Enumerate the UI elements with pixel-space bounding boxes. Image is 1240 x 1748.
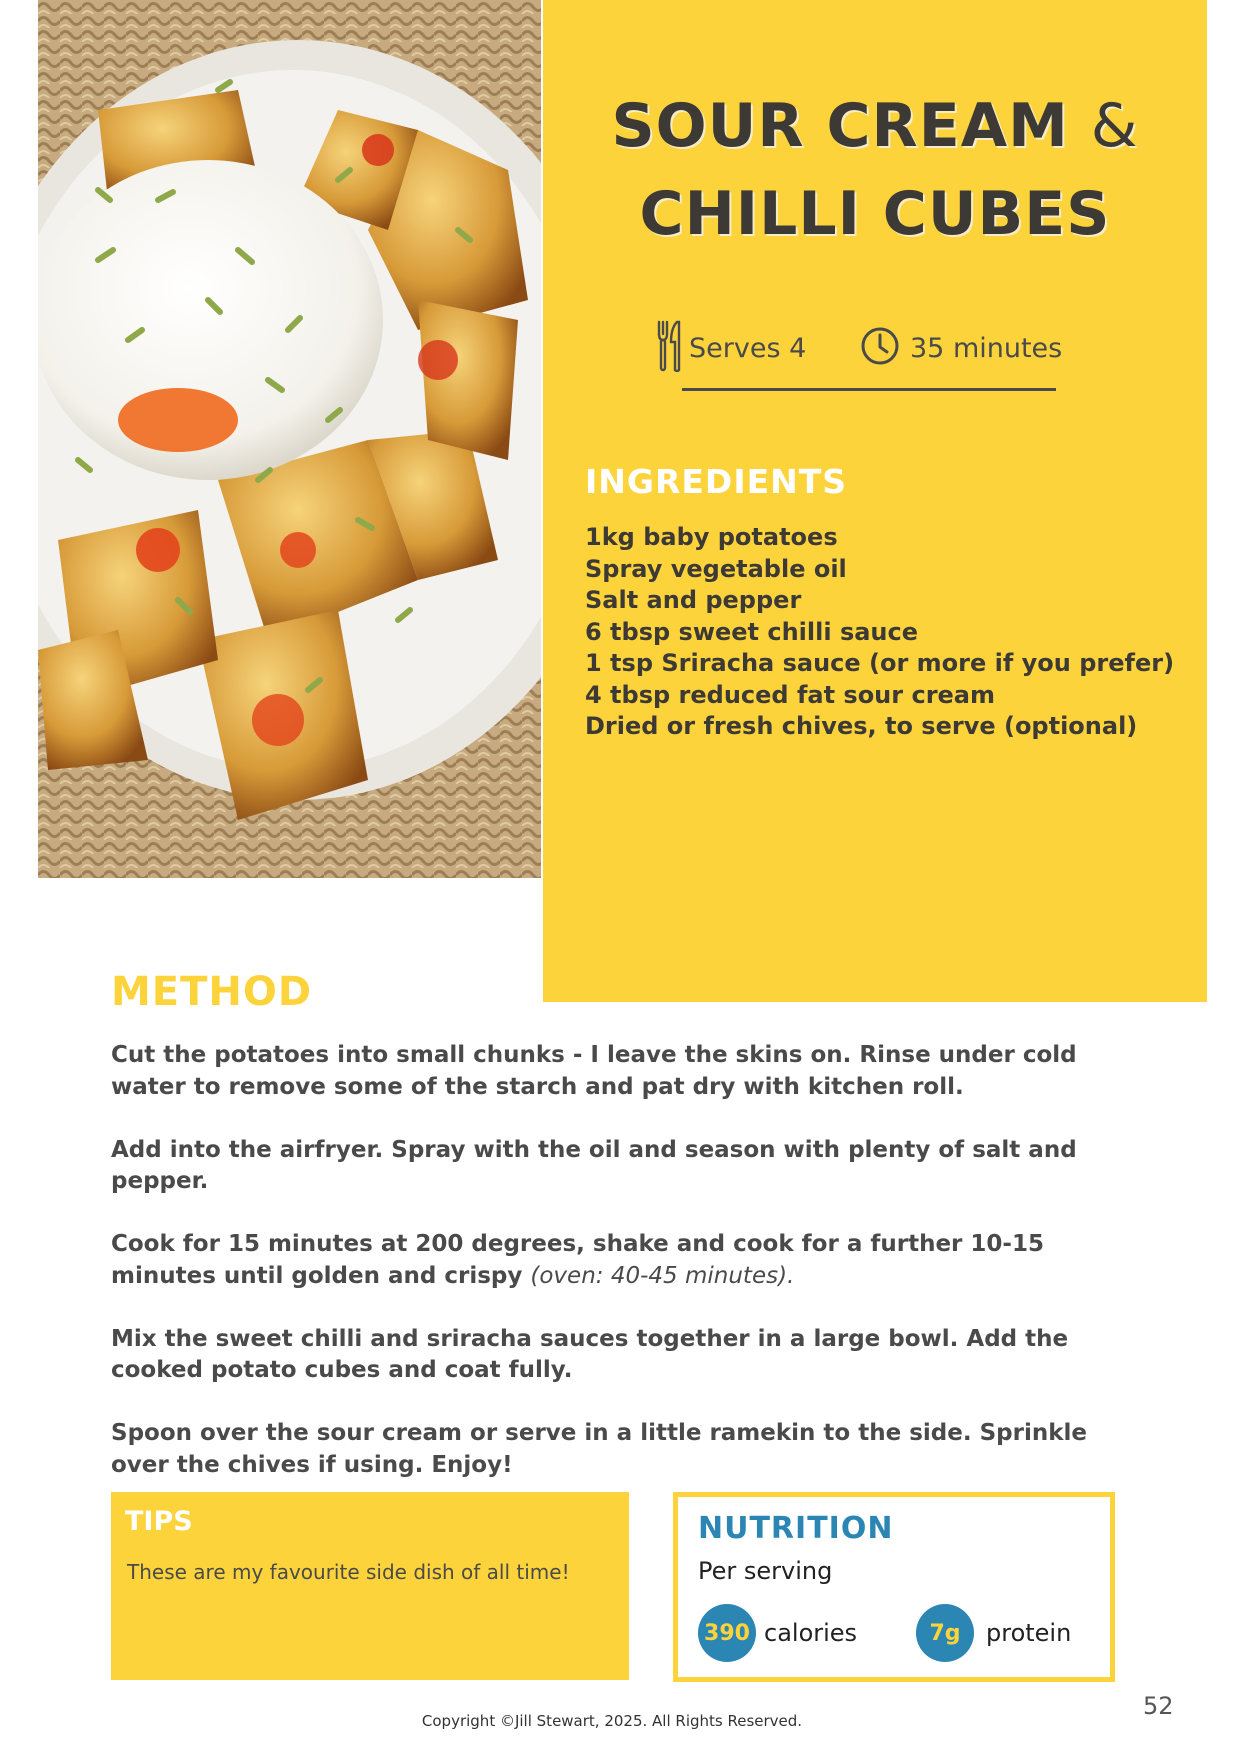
- nutrition-subheading: Per serving: [698, 1557, 833, 1585]
- method-step-text: Cook for 15 minutes at 200 degrees, shake and cook for a further 10-15 minutes until golden and crispy: [111, 1231, 1044, 1289]
- method-step: Cut the potatoes into small chunks - I leave the skins on. Rinse under cold water to remove some of the starch and pat dry with kitchen roll.: [111, 1042, 1077, 1100]
- method-heading: METHOD: [111, 969, 313, 1015]
- title-line-1: SOUR CREAM: [611, 91, 1069, 161]
- oven-note: (oven: 40-45 minutes).: [530, 1262, 795, 1289]
- calories-badge: 390: [698, 1604, 756, 1662]
- protein-badge: 7g: [916, 1604, 974, 1662]
- calories-stat: [698, 1603, 857, 1663]
- ingredient-item: 4 tbsp reduced fat sour cream: [585, 680, 996, 709]
- ingredient-item: Salt and pepper: [585, 586, 802, 614]
- time-info: [860, 318, 1062, 378]
- clock-icon: [860, 326, 900, 370]
- page-number: 52: [1143, 1692, 1174, 1720]
- method-step: [111, 1229, 1091, 1292]
- recipe-meta: [655, 318, 1075, 378]
- serves-label: Serves 4: [689, 332, 807, 364]
- nutrition-heading: NUTRITION: [698, 1511, 894, 1546]
- ingredients-heading: INGREDIENTS: [585, 462, 848, 501]
- cutlery-icon: [655, 320, 683, 376]
- ingredient-item: 1kg baby potatoes: [585, 523, 838, 551]
- protein-stat: [916, 1603, 1071, 1663]
- ingredient-item: 6 tbsp sweet chilli sauce: [585, 617, 919, 646]
- copyright-notice: Copyright ©Jill Stewart, 2025. All Rights Reserved.: [421, 1712, 803, 1730]
- method-step: Add into the airfryer. Spray with the oil and season with plenty of salt and pepper.: [111, 1136, 1077, 1194]
- tips-text: These are my favourite side dish of all time!: [127, 1560, 570, 1584]
- method-step: Spoon over the sour cream or serve in a little ramekin to the side. Sprinkle over the chives if using. Enjoy!: [111, 1420, 1087, 1478]
- time-label: 35 minutes: [910, 332, 1063, 364]
- meta-divider: [682, 388, 1056, 391]
- recipe-title: [543, 82, 1207, 258]
- ingredients-list: [585, 522, 1174, 743]
- ingredient-item: Spray vegetable oil: [585, 554, 847, 583]
- tips-heading: TIPS: [125, 1506, 193, 1537]
- protein-label: protein: [986, 1619, 1072, 1647]
- recipe-photo: [38, 0, 541, 878]
- calories-label: calories: [764, 1619, 858, 1647]
- method-steps: [111, 1040, 1091, 1513]
- nutrition-box: [673, 1492, 1115, 1682]
- tips-box: [111, 1492, 629, 1680]
- method-step: Mix the sweet chilli and sriracha sauces together in a large bowl. Add the cooked potato cubes and coat fully.: [111, 1325, 1069, 1383]
- title-ampersand: &: [1090, 91, 1139, 161]
- ingredient-item: 1 tsp Sriracha sauce (or more if you prefer): [585, 649, 1175, 677]
- ingredient-item: Dried or fresh chives, to serve (optional): [585, 712, 1138, 740]
- title-line-2: CHILLI CUBES: [639, 179, 1111, 249]
- serves-info: [655, 318, 806, 378]
